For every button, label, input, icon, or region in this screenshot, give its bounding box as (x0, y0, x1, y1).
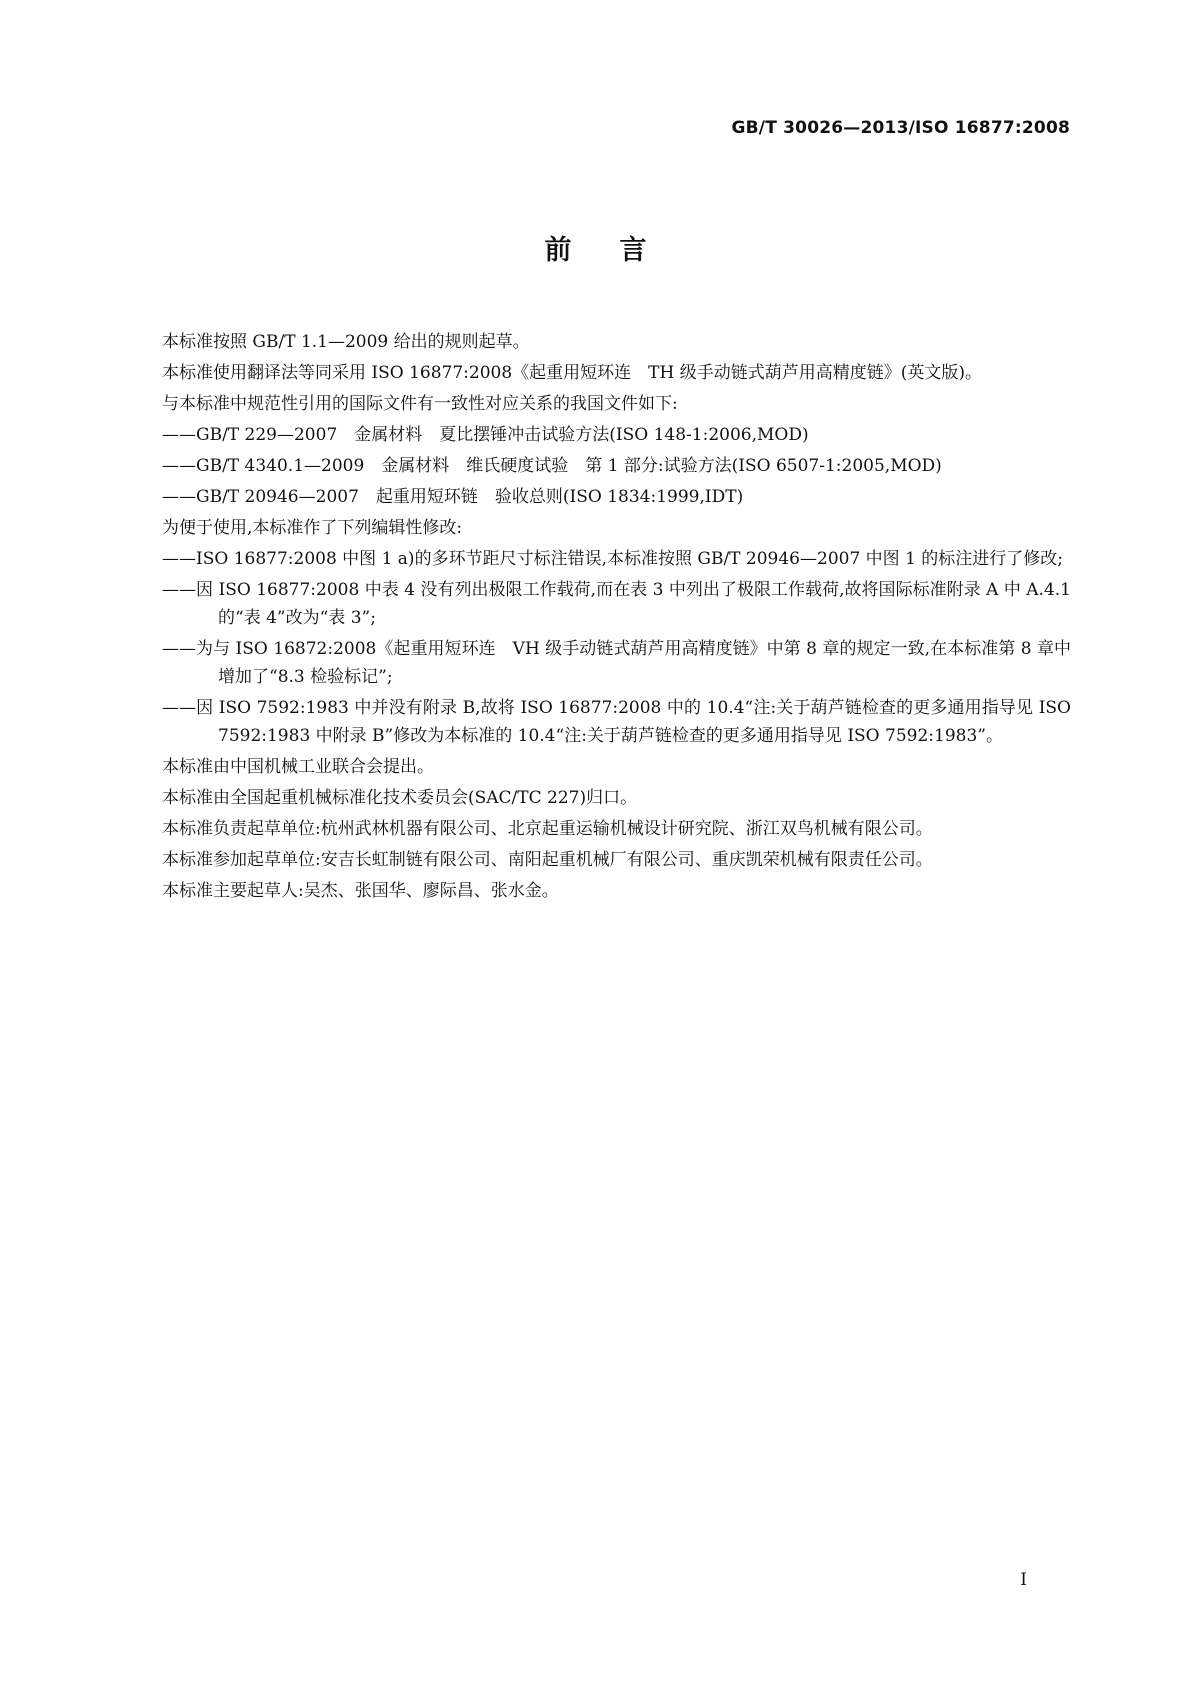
paragraph: 本标准主要起草人:吴杰、张国华、廖际昌、张水金。 (162, 881, 559, 901)
list-item: ——为与 ISO 16872:2008《起重用短环连 VH 级手动链式葫芦用高精度链》中第 8 章的规定一致,在本标准第 8 章中增加了“8.3 检验标记”; (162, 639, 1071, 687)
paragraph: 与本标准中规范性引用的国际文件有一致性对应关系的我国文件如下: (162, 394, 678, 414)
list-item: ——因 ISO 16877:2008 中表 4 没有列出极限工作载荷,而在表 3 中列出了极限工作载荷,故将国际标准附录 A 中 A.4.1 的“表 4”改为“表 3”; (162, 580, 1071, 628)
paragraph: 本标准参加起草单位:安吉长虹制链有限公司、南阳起重机械厂有限公司、重庆凯荣机械有限责任公司。 (162, 850, 933, 870)
paragraph: 本标准由全国起重机械标准化技术委员会(SAC/TC 227)归口。 (162, 788, 638, 808)
page-number: I (1020, 1570, 1027, 1590)
paragraph: 本标准使用翻译法等同采用 ISO 16877:2008《起重用短环连 TH 级手动链式葫芦用高精度链》(英文版)。 (162, 363, 983, 383)
list-item: ——ISO 16877:2008 中图 1 a)的多环节距尺寸标注错误,本标准按照 GB/T 20946—2007 中图 1 的标注进行了修改; (162, 549, 1064, 569)
document-body (122, 328, 1071, 908)
list-item: ——GB/T 20946—2007 起重用短环链 验收总则(ISO 1834:1999,IDT) (162, 487, 744, 507)
paragraph: 本标准按照 GB/T 1.1—2009 给出的规则起草。 (162, 332, 530, 352)
paragraph: 本标准负责起草单位:杭州武林机器有限公司、北京起重运输机械设计研究院、浙江双鸟机械有限公司。 (162, 819, 933, 839)
list-item: ——GB/T 4340.1—2009 金属材料 维氏硬度试验 第 1 部分:试验方法(ISO 6507-1:2005,MOD) (162, 456, 942, 476)
standard-code: GB/T 30026—2013/ISO 16877:2008 (731, 118, 1070, 138)
paragraph: 为便于使用,本标准作了下列编辑性修改: (162, 518, 463, 538)
list-item: ——因 ISO 7592:1983 中并没有附录 B,故将 ISO 16877:2008 中的 10.4“注:关于葫芦链检查的更多通用指导见 ISO 7592:1983 中附录 B”修改为本标准的 10.4“注:关于葫芦链检查的更多通用指导见 ISO 7592:1983”。 (162, 698, 1071, 746)
page-title: 前言 (544, 235, 695, 266)
paragraph: 本标准由中国机械工业联合会提出。 (162, 757, 434, 777)
list-item: ——GB/T 229—2007 金属材料 夏比摆锤冲击试验方法(ISO 148-1:2006,MOD) (162, 425, 809, 445)
